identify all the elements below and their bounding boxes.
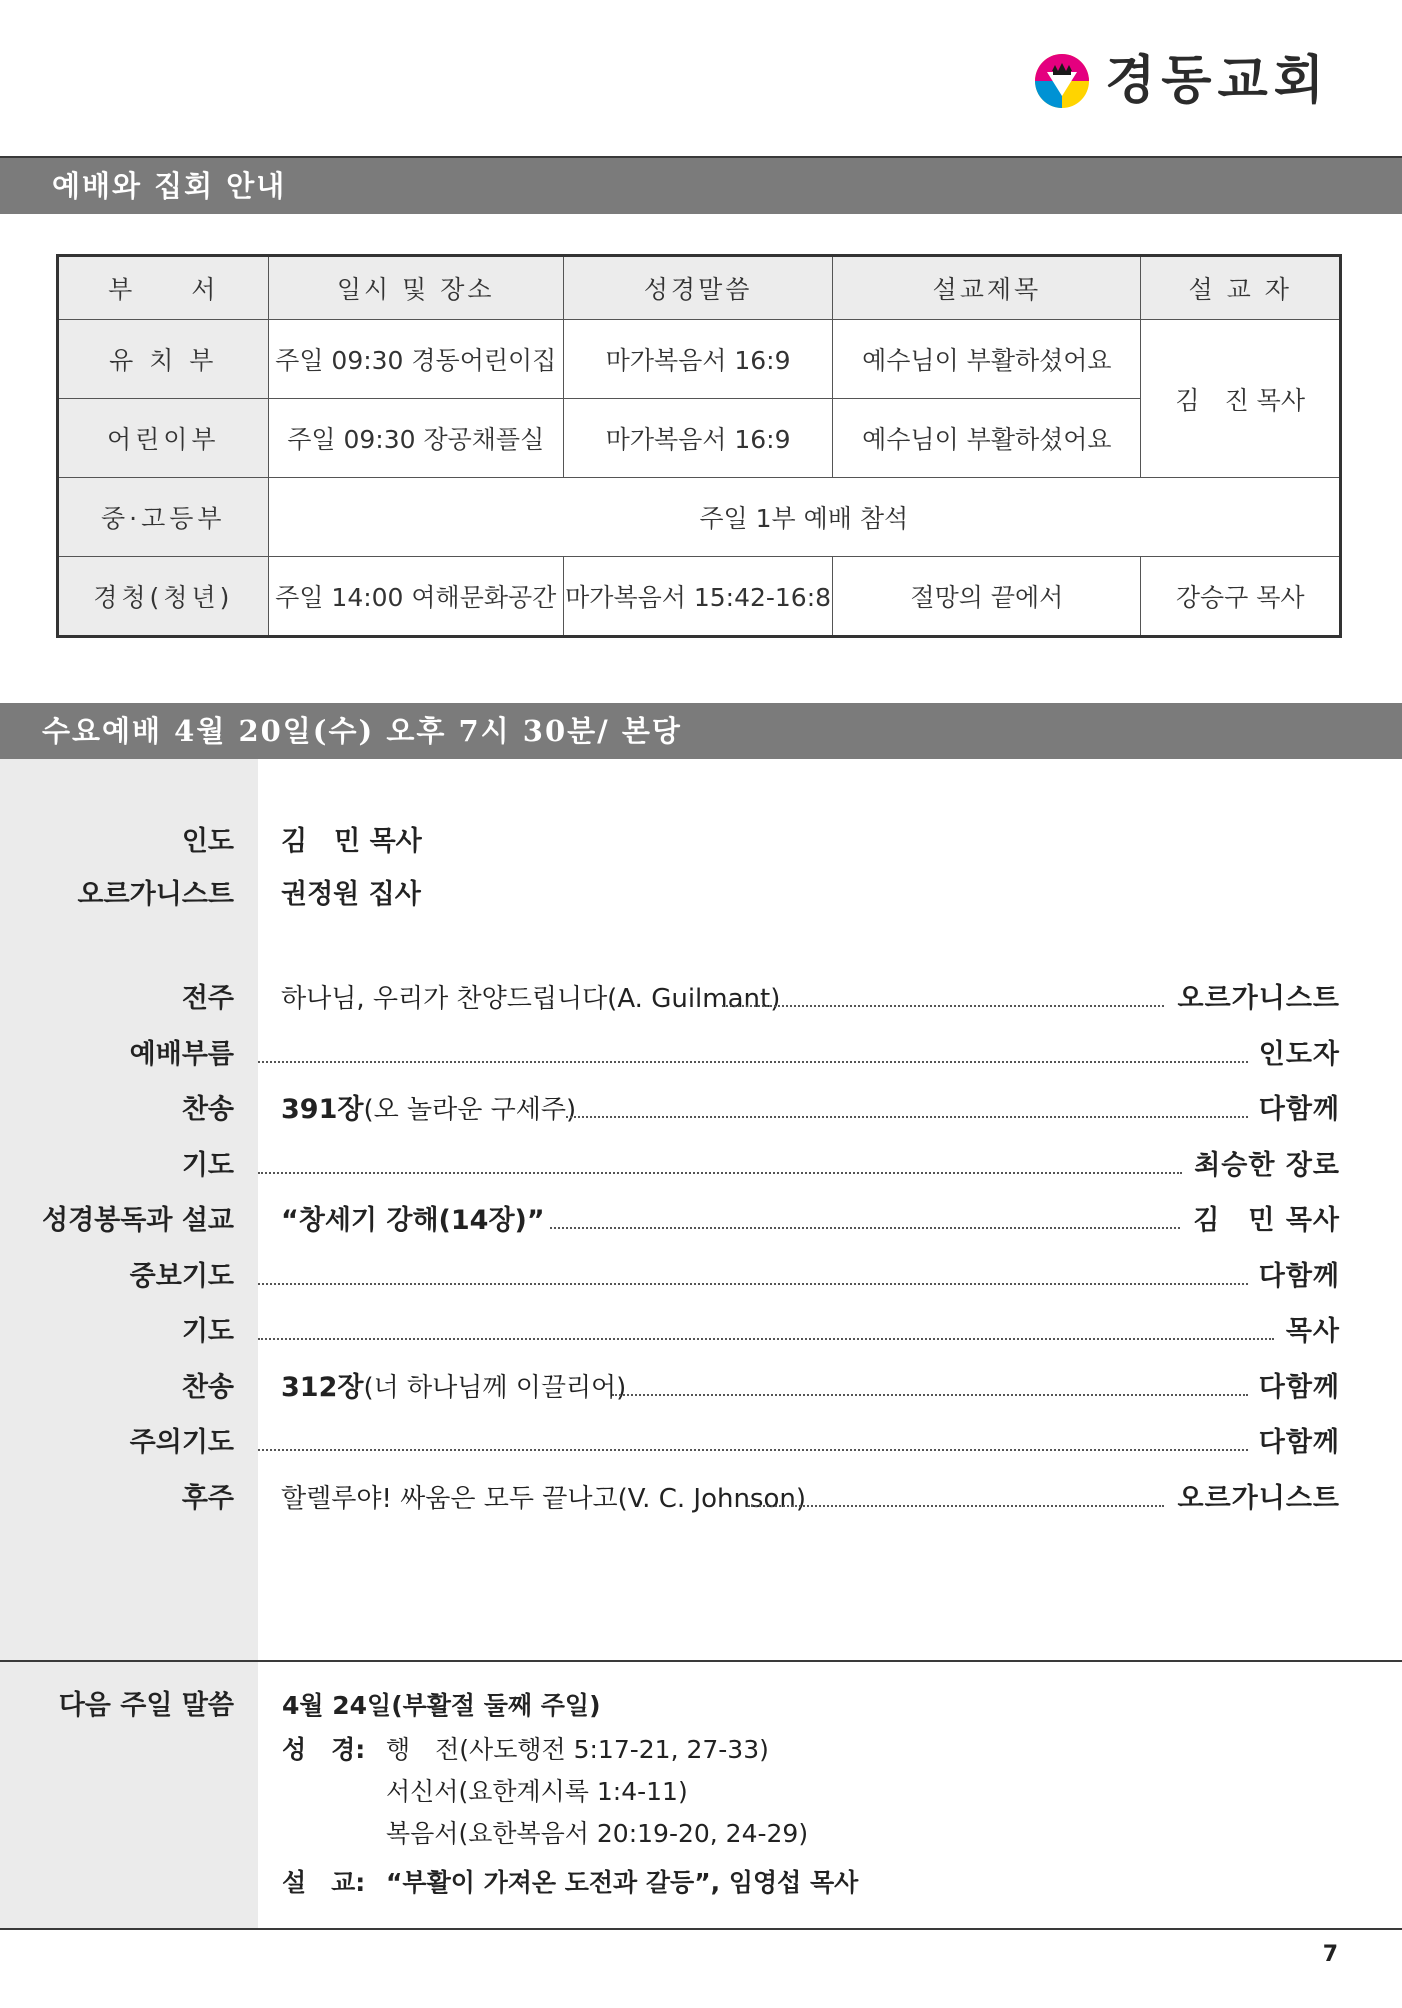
dept-cell: 경청(청년) [58, 557, 269, 637]
order-item [0, 1312, 1402, 1352]
section-title-services: 예배와 집회 안내 [0, 158, 1402, 214]
table-row [58, 320, 1341, 399]
order-item [0, 979, 1402, 1019]
time-cell: 주일 09:30 장공채플실 [268, 399, 563, 478]
services-table [56, 254, 1342, 638]
sermon-cell: 절망의 끝에서 [833, 557, 1141, 637]
dot-leader [566, 1116, 1248, 1118]
table-row [58, 557, 1341, 637]
scripture-line: 서신서(요한계시록 1:4-11) [386, 1777, 688, 1806]
header-sermon: 설교제목 [833, 256, 1141, 320]
merged-cell: 주일 1부 예배 참석 [268, 478, 1340, 557]
table-row [58, 478, 1341, 557]
sermon-label: 설 교: [282, 1868, 366, 1897]
order-performer: 다함께 [1258, 1094, 1340, 1125]
scripture-cell: 마가복음서 16:9 [563, 320, 832, 399]
order-label: 기도 [181, 1316, 234, 1347]
order-item [0, 1368, 1402, 1408]
leader-name: 김 민 목사 [281, 826, 422, 857]
dept-cell: 유 치 부 [58, 320, 269, 399]
order-content: 391장(오 놀라운 구세주) [281, 1094, 577, 1125]
church-logo [1033, 52, 1330, 110]
time-cell: 주일 14:00 여해문화공간 [268, 557, 563, 637]
bottom-rule [0, 1928, 1402, 1930]
order-performer: 김 민 목사 [1193, 1205, 1340, 1236]
table-header-row [58, 256, 1341, 320]
order-item [0, 1423, 1402, 1463]
dot-leader [722, 1005, 1164, 1007]
dot-leader [550, 1227, 1180, 1229]
order-label: 후주 [181, 1483, 234, 1514]
sermon-cell: 예수님이 부활하셨어요 [833, 320, 1141, 399]
dot-leader [258, 1061, 1248, 1063]
order-content: 하나님, 우리가 찬양드립니다(A. Guilmant) [281, 984, 781, 1014]
dot-leader [258, 1449, 1248, 1451]
order-item [0, 1201, 1402, 1241]
next-week-label: 다음 주일 말씀 [58, 1690, 234, 1721]
leader-row [0, 822, 1402, 862]
order-label: 주의기도 [129, 1427, 234, 1458]
leader-label: 인도 [181, 826, 234, 857]
dot-leader [258, 1172, 1182, 1174]
order-performer: 오르가니스트 [1177, 1483, 1340, 1514]
sermon-title: “부활이 가져온 도전과 갈등”, 임영섭 목사 [386, 1868, 859, 1897]
organist-name: 권정원 집사 [281, 879, 421, 910]
church-emblem-icon [1033, 52, 1091, 110]
dot-leader [612, 1394, 1248, 1396]
order-performer: 최승한 장로 [1194, 1150, 1340, 1181]
dot-leader [258, 1283, 1248, 1285]
order-content: 312장(너 하나님께 이끌리어) [281, 1372, 627, 1403]
header-time: 일시 및 장소 [268, 256, 563, 320]
order-label: 기도 [181, 1150, 234, 1181]
order-performer: 오르가니스트 [1177, 983, 1340, 1014]
order-item [0, 1146, 1402, 1186]
time-cell: 주일 09:30 경동어린이집 [268, 320, 563, 399]
header-preacher: 설 교 자 [1141, 256, 1341, 320]
order-label: 찬송 [181, 1094, 234, 1125]
dot-leader [748, 1505, 1164, 1507]
church-name: 경동교회 [1105, 51, 1330, 111]
scripture-line: 행 전(사도행전 5:17-21, 27-33) [386, 1735, 769, 1764]
order-label: 찬송 [181, 1372, 234, 1403]
page-number: 7 [1322, 1942, 1338, 1967]
dot-leader [258, 1338, 1274, 1340]
scripture-cell: 마가복음서 16:9 [563, 399, 832, 478]
header-dept: 부 서 [58, 256, 269, 320]
order-item [0, 1479, 1402, 1519]
order-item [0, 1035, 1402, 1075]
scripture-label: 성 경: [282, 1735, 366, 1764]
order-item [0, 1257, 1402, 1297]
dept-cell: 어린이부 [58, 399, 269, 478]
scripture-line: 복음서(요한복음서 20:19-20, 24-29) [386, 1819, 809, 1848]
order-performer: 다함께 [1258, 1372, 1340, 1403]
order-label: 전주 [181, 983, 234, 1014]
organist-row [0, 875, 1402, 915]
order-content: 할렐루야! 싸움은 모두 끝나고(V. C. Johnson) [281, 1484, 807, 1514]
order-label: 성경봉독과 설교 [42, 1205, 234, 1236]
order-label: 중보기도 [129, 1261, 234, 1292]
scripture-cell: 마가복음서 15:42-16:8 [563, 557, 832, 637]
dept-cell: 중·고등부 [58, 478, 269, 557]
preacher-cell-shared: 김 진 목사 [1141, 320, 1341, 478]
order-performer: 인도자 [1258, 1039, 1340, 1070]
organist-label: 오르가니스트 [77, 879, 234, 910]
preacher-cell: 강승구 목사 [1141, 557, 1341, 637]
order-performer: 목사 [1285, 1316, 1340, 1347]
section-title-wednesday: 수요예배 4월 20일(수) 오후 7시 30분/ 본당 [0, 703, 1402, 759]
order-content: “창세기 강해(14장)” [281, 1205, 545, 1236]
next-week-date: 4월 24일(부활절 둘째 주일) [282, 1691, 601, 1720]
sermon-cell: 예수님이 부활하셨어요 [833, 399, 1141, 478]
order-label: 예배부름 [129, 1039, 234, 1070]
order-performer: 다함께 [1258, 1261, 1340, 1292]
order-item [0, 1090, 1402, 1130]
header-scripture: 성경말씀 [563, 256, 832, 320]
order-performer: 다함께 [1258, 1427, 1340, 1458]
